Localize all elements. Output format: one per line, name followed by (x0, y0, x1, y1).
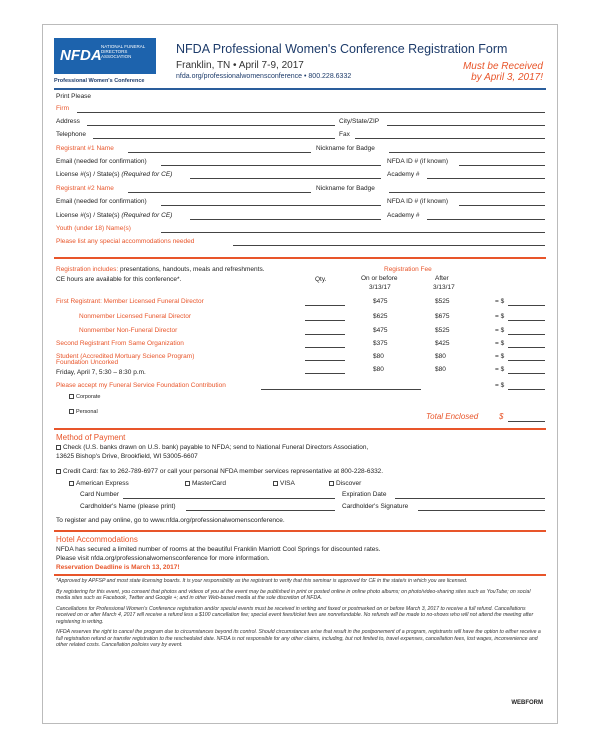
fee-row-qty-field[interactable] (305, 305, 345, 306)
corporate-option[interactable]: Corporate (69, 394, 100, 400)
nfda-id1-field[interactable] (459, 165, 545, 166)
event-location-date: Franklin, TN • April 7-9, 2017 (176, 60, 304, 71)
date-before: 3/13/17 (369, 284, 391, 291)
nfda-id2-field[interactable] (459, 205, 545, 206)
print-please-label: Print Please (56, 93, 92, 100)
fee-row-total-label: = $ (495, 366, 505, 373)
address-field[interactable] (87, 125, 335, 126)
fee-row-total-field[interactable] (508, 373, 545, 374)
fee-row-price-before: $625 (373, 313, 388, 320)
cardholder-signature-field[interactable] (418, 510, 545, 511)
license1-field[interactable] (190, 178, 381, 179)
telephone-field[interactable] (93, 138, 335, 139)
registrant2-label: Registrant #2 Name (56, 185, 114, 192)
fine-print-reserve-rights: NFDA reserves the right to cancel the program due to circumstances beyond its control. Should circumstances arise that result in the postponement of a program, registrants will have the option to either receive a full registration refund or transfer registration to the rescheduled date. NFDA is not responsible for any other claims, including, but not limited to, travel expenses, cancellation fees, lost wages, inconvenience and other related costs. Cancellation policies vary by event. (56, 629, 541, 648)
city-label: City/State/ZIP (339, 118, 380, 125)
total-enclosed-label: Total Enclosed (426, 412, 479, 421)
fee-row-total-field[interactable] (508, 347, 545, 348)
corporate-checkbox[interactable] (69, 394, 74, 399)
fee-row-label: First Registrant: Member Licensed Funeral Director (56, 298, 204, 305)
nickname2-field[interactable] (389, 192, 545, 193)
email2-field[interactable] (161, 205, 381, 206)
fineprint-divider (54, 574, 546, 576)
discover-checkbox[interactable] (329, 481, 334, 486)
hotel-deadline: Reservation Deadline is March 13, 2017! (56, 564, 180, 571)
fee-row-total-field[interactable] (508, 320, 545, 321)
fee-row-price-before: $375 (373, 340, 388, 347)
hotel-line-2: Please visit nfda.org/professionalwomensconference for more information. (56, 555, 270, 562)
visa-option[interactable]: VISA (273, 480, 295, 487)
on-before-header: On or before (361, 275, 398, 282)
check-checkbox[interactable] (56, 445, 61, 450)
reg-fee-header: Registration Fee (384, 266, 432, 273)
contribution-label: Please accept my Funeral Service Foundation Contribution (56, 382, 226, 389)
webform-label: WEBFORM (511, 700, 543, 706)
fee-row-label: Foundation Uncorked (56, 359, 119, 366)
registration-form-page (42, 24, 558, 724)
form-title: NFDA Professional Women's Conference Registration Form (176, 42, 508, 56)
after-header: After (435, 275, 449, 282)
total-enclosed-field[interactable] (508, 421, 545, 422)
fees-divider (54, 257, 546, 259)
accommodations-label: Please list any special accommodations needed (56, 238, 195, 245)
fine-print-cancellation: Cancellations for Professional Women's Conference registration and/or special events must be received in writing and faxed or postmarked on or before March 3, 2017 to receive a full refund. Cancellations received on or after March 4, 2017 will receive a refund less a $100 cancellation fee; special event fees/ticket fees are nonrefundable. No refunds will be made to no-shows who will not attend the meeting after registering in writing. (56, 605, 534, 625)
email2-label: Email (needed for confirmation) (56, 198, 147, 205)
mastercard-checkbox[interactable] (185, 481, 190, 486)
fee-row-price-after: $525 (435, 298, 450, 305)
uncorked-time: Friday, April 7, 5:30 – 8:30 p.m. (56, 369, 146, 376)
fee-row-label: Second Registrant From Same Organization (56, 340, 184, 347)
registrant2-name-field[interactable] (128, 192, 311, 193)
fee-row-qty-field[interactable] (305, 373, 345, 374)
fax-label: Fax (339, 131, 350, 138)
youth-field[interactable] (161, 232, 545, 233)
fee-row-total-field[interactable] (508, 360, 545, 361)
registrant1-name-field[interactable] (128, 152, 311, 153)
includes-line: Registration includes: presentations, handouts, meals and refreshments. (56, 266, 265, 273)
hotel-heading: Hotel Accommodations (56, 535, 138, 544)
fee-row-qty-field[interactable] (305, 360, 345, 361)
fee-row-price-before: $475 (373, 298, 388, 305)
nfda-logo (54, 38, 169, 84)
amex-option[interactable]: American Express (69, 480, 129, 487)
cardholder-signature-label: Cardholder's Signature (342, 503, 409, 510)
fee-row-total-label: = $ (495, 327, 505, 334)
qty-header: Qty. (315, 276, 327, 283)
credit-option[interactable]: Credit Card: fax to 262-789-6977 or call your personal NFDA member services representative at 800-228-6332. (56, 468, 383, 475)
fax-field[interactable] (355, 138, 545, 139)
fee-row-price-before: $80 (373, 366, 384, 373)
fee-row-price-before: $80 (373, 353, 384, 360)
logo-subtitle: Professional Women's Conference (54, 78, 145, 84)
logo-text: NFDA (60, 47, 102, 64)
deadline-line-2: by April 3, 2017! (471, 72, 543, 83)
accommodations-field[interactable] (233, 245, 545, 246)
deadline-line-1: Must be Received (462, 61, 543, 72)
fee-row-qty-field[interactable] (305, 347, 345, 348)
card-number-label: Card Number (80, 491, 120, 498)
nfda-id2-label: NFDA ID # (if known) (387, 198, 449, 205)
license2-field[interactable] (190, 219, 381, 220)
cardholder-name-label: Cardholder's Name (please print) (80, 503, 176, 510)
telephone-label: Telephone (56, 131, 86, 138)
city-field[interactable] (387, 125, 545, 126)
ce-hours-note: CE hours are available for this conference*. (56, 276, 182, 283)
hotel-divider (54, 530, 546, 532)
contribution-total-field[interactable] (508, 389, 545, 390)
fee-row-total-field[interactable] (508, 334, 545, 335)
fee-row-total-label: = $ (495, 340, 505, 347)
fee-row-total-label: = $ (495, 353, 505, 360)
card-number-field[interactable] (123, 498, 335, 499)
credit-checkbox[interactable] (56, 469, 61, 474)
fee-row-price-after: $675 (435, 313, 450, 320)
contribution-qty-field[interactable] (261, 389, 421, 390)
registrant1-label: Registrant #1 Name (56, 145, 114, 152)
fee-row-price-after: $425 (435, 340, 450, 347)
fee-row-price-after: $80 (435, 366, 446, 373)
academy2-label: Academy # (387, 212, 420, 219)
check-address: 13625 Bishop's Drive, Brookfield, WI 53005-6607 (56, 453, 198, 460)
visa-checkbox[interactable] (273, 481, 278, 486)
fee-row-price-after: $80 (435, 353, 446, 360)
address-label: Address (56, 118, 80, 125)
academy1-label: Academy # (387, 171, 420, 178)
contribution-total-label: = $ (495, 382, 505, 389)
nickname1-field[interactable] (389, 152, 545, 153)
expiration-label: Expiration Date (342, 491, 387, 498)
fee-row-total-field[interactable] (508, 305, 545, 306)
amex-checkbox[interactable] (69, 481, 74, 486)
payment-divider (54, 428, 546, 430)
fee-row-qty-field[interactable] (305, 334, 345, 335)
email1-field[interactable] (161, 165, 381, 166)
mastercard-option[interactable]: MasterCard (185, 480, 226, 487)
email1-label: Email (needed for confirmation) (56, 158, 147, 165)
fee-row-label: Nonmember Licensed Funeral Director (79, 313, 191, 320)
academy2-field[interactable] (427, 219, 545, 220)
fine-print (56, 578, 545, 649)
online-registration-note: To register and pay online, go to www.nfda.org/professionalwomensconference. (56, 517, 285, 524)
fee-row-price-after: $525 (435, 327, 450, 334)
fine-print-photo: By registering for this event, you consent that photos and videos of you at the event may be published in print or posted online in online photo albums; on photo/video-sharing sites such as YouTube; on social media sites such as Facebook, Twitter and Google +; and in other Web-based media at the sole discretion of NFDA. (56, 588, 531, 601)
fee-row-label: Nonmember Non-Funeral Director (79, 327, 178, 334)
fee-row-qty-field[interactable] (305, 320, 345, 321)
date-after: 3/13/17 (433, 284, 455, 291)
nickname1-label: Nickname for Badge (316, 145, 375, 152)
payment-heading: Method of Payment (56, 433, 126, 442)
deadline-notice (463, 61, 543, 83)
logo-small-text: NATIONAL FUNERAL DIRECTORS ASSOCIATION (101, 44, 146, 59)
header-divider (54, 88, 546, 90)
youth-label: Youth (under 18) Name(s) (56, 225, 131, 232)
total-dollar-sign: $ (499, 412, 504, 421)
firm-field[interactable] (77, 112, 545, 113)
check-option[interactable]: Check (U.S. banks drawn on U.S. bank) payable to NFDA; send to National Funeral Directors Association, (56, 444, 368, 451)
fee-row-price-before: $475 (373, 327, 388, 334)
license2-label: License #(s) / State(s) (Required for CE) (56, 212, 173, 219)
fee-row-total-label: = $ (495, 298, 505, 305)
fee-row-total-label: = $ (495, 313, 505, 320)
personal-checkbox[interactable] (69, 409, 74, 414)
event-url-phone: nfda.org/professionalwomensconference • 800.228.6332 (176, 73, 352, 80)
fee-row-label: Student (Accredited Mortuary Science Program) (56, 353, 195, 360)
discover-option[interactable]: Discover (329, 480, 361, 487)
fine-print-ce: *Approved by APFSP and most state licensing boards. It is your responsibility as the registrant to verify that this seminar is approved for CE in the state/s in which you are licensed. (56, 578, 468, 584)
cardholder-name-field[interactable] (186, 510, 335, 511)
nickname2-label: Nickname for Badge (316, 185, 375, 192)
nfda-id1-label: NFDA ID # (if known) (387, 158, 449, 165)
academy1-field[interactable] (427, 178, 545, 179)
hotel-line-1: NFDA has secured a limited number of rooms at the beautiful Franklin Marriott Cool Springs for discounted rates. (56, 546, 381, 553)
personal-option[interactable]: Personal (69, 409, 98, 415)
license1-label: License #(s) / State(s) (Required for CE) (56, 171, 173, 178)
expiration-field[interactable] (395, 498, 545, 499)
firm-label: Firm (56, 105, 69, 112)
